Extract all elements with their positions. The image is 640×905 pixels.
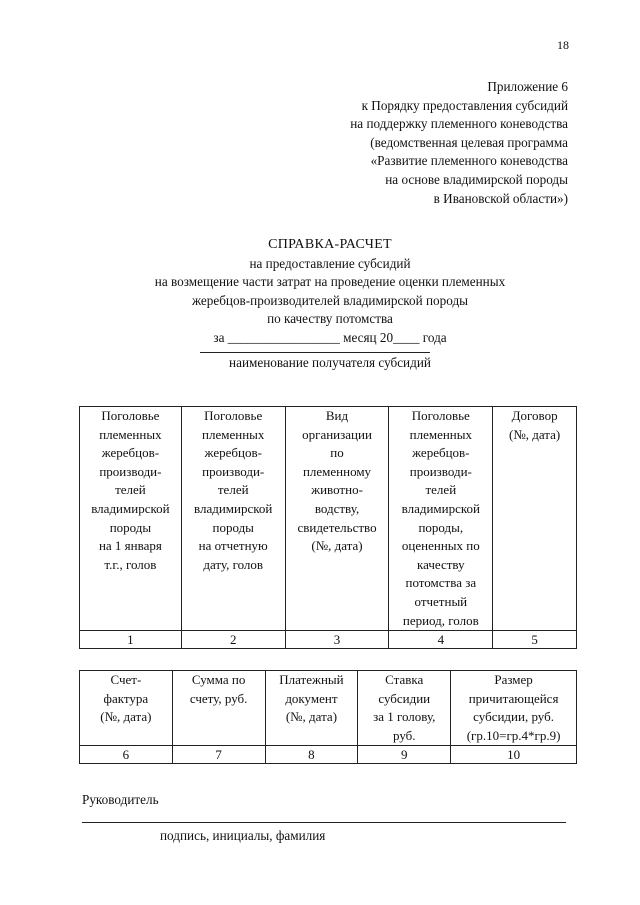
column-number: 7 bbox=[172, 746, 265, 764]
column-number: 4 bbox=[389, 631, 493, 649]
table-header-cell: Размер причитающейся субсидии, руб. (гр.10=гр.4*гр.9) bbox=[451, 671, 577, 746]
period-line: за _________________ месяц 20____ года bbox=[213, 329, 447, 345]
column-number-row bbox=[80, 631, 577, 649]
signature-field[interactable] bbox=[82, 822, 566, 823]
table-header-cell: Счет- фактура (№, дата) bbox=[80, 671, 173, 746]
column-number: 2 bbox=[181, 631, 285, 649]
column-number-row bbox=[80, 746, 577, 764]
column-number: 6 bbox=[80, 746, 173, 764]
column-number: 1 bbox=[80, 631, 182, 649]
signature-caption: подпись, инициалы, фамилия bbox=[160, 828, 326, 843]
appendix-line: на основе владимирской породы bbox=[385, 171, 568, 187]
column-number: 9 bbox=[358, 746, 451, 764]
table-header-row bbox=[80, 671, 577, 746]
document-title-block bbox=[80, 236, 580, 348]
table-header-cell: Ставка субсидии за 1 голову, руб. bbox=[358, 671, 451, 746]
recipient-caption: наименование получателя субсидий bbox=[229, 355, 431, 370]
appendix-line: (ведомственная целевая программа bbox=[370, 134, 568, 150]
table-header-cell: Поголовье племенных жеребцов- производи- телей владимирской породы на отчетную дату, голов bbox=[181, 407, 285, 631]
table-header-cell: Поголовье племенных жеребцов- производи- телей владимирской породы на 1 января т.г., голов bbox=[80, 407, 182, 631]
table-header-cell: Вид организации по племенному животно- водству, свидетельство (№, дата) bbox=[285, 407, 389, 631]
table-header-cell: Поголовье племенных жеребцов- производи- телей владимирской породы, оцененных по качеству потомства за отчетный период, голов bbox=[389, 407, 493, 631]
title-line: на предоставление субсидий bbox=[249, 255, 411, 271]
column-number: 3 bbox=[285, 631, 389, 649]
page-number: 18 bbox=[557, 38, 569, 52]
column-number: 10 bbox=[451, 746, 577, 764]
appendix-line: Приложение 6 bbox=[487, 79, 568, 94]
table-header-cell: Сумма по счету, руб. bbox=[172, 671, 265, 746]
title-line: на возмещение части затрат на проведение оценки племенных bbox=[154, 274, 506, 290]
appendix-line: к Порядку предоставления субсидий bbox=[361, 97, 568, 113]
table-header-cell: Платежный документ (№, дата) bbox=[265, 671, 358, 746]
appendix-reference bbox=[350, 78, 568, 208]
table-header-cell: Договор (№, дата) bbox=[493, 407, 577, 631]
title-line: жеребцов-производителей владимирской породы bbox=[191, 292, 469, 308]
document-title: СПРАВКА-РАСЧЕТ bbox=[268, 237, 392, 252]
appendix-line: в Ивановской области») bbox=[433, 190, 568, 206]
appendix-line: на поддержку племенного коневодства bbox=[350, 116, 568, 132]
column-number: 5 bbox=[493, 631, 577, 649]
calculation-table-1 bbox=[79, 406, 577, 649]
column-number: 8 bbox=[265, 746, 358, 764]
appendix-line: «Развитие племенного коневодства bbox=[370, 153, 568, 169]
recipient-name-field[interactable] bbox=[200, 352, 430, 353]
calculation-table-2 bbox=[79, 670, 577, 764]
title-line: по качеству потомства bbox=[267, 311, 393, 327]
table-header-row bbox=[80, 407, 577, 631]
head-label: Руководитель bbox=[82, 792, 159, 807]
